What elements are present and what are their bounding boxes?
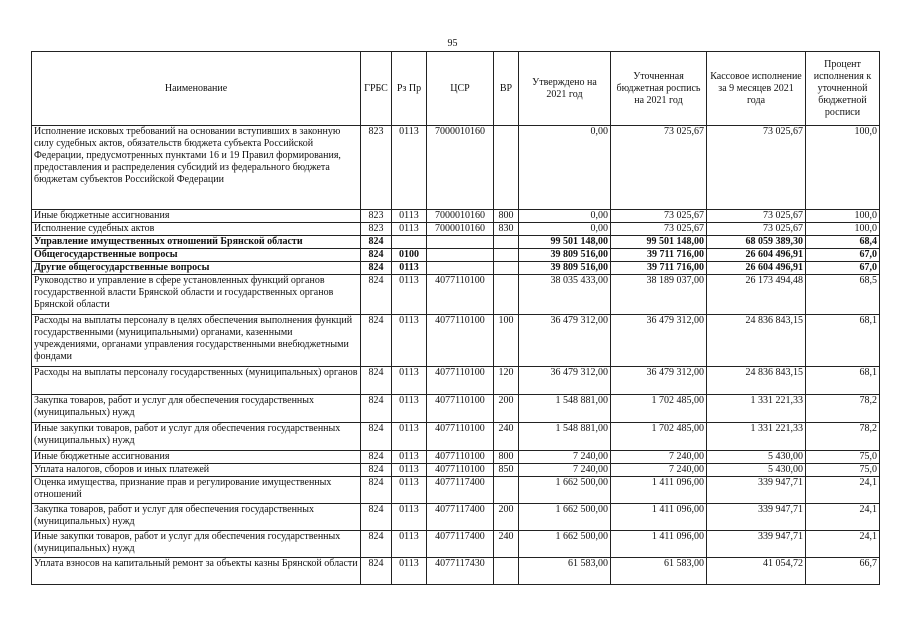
cell-approved: 1 662 500,00 xyxy=(519,531,611,558)
cell-csr: 4077110100 xyxy=(427,423,494,451)
cell-refined: 7 240,00 xyxy=(611,464,707,477)
header-grbs: ГРБС xyxy=(361,52,392,126)
cell-cash: 73 025,67 xyxy=(707,223,806,236)
table-row xyxy=(32,223,880,236)
cell-refined: 73 025,67 xyxy=(611,126,707,210)
cell-vr: 800 xyxy=(494,451,519,464)
cell-percent: 100,0 xyxy=(806,223,880,236)
cell-csr: 7000010160 xyxy=(427,223,494,236)
cell-approved: 0,00 xyxy=(519,223,611,236)
cell-rzpr: 0113 xyxy=(392,531,427,558)
cell-vr: 120 xyxy=(494,367,519,395)
cell-csr: 7000010160 xyxy=(427,126,494,210)
table-header-row xyxy=(32,52,880,126)
cell-grbs: 823 xyxy=(361,223,392,236)
cell-percent: 68,4 xyxy=(806,236,880,249)
cell-refined: 1 702 485,00 xyxy=(611,423,707,451)
cell-grbs: 824 xyxy=(361,504,392,531)
cell-grbs: 824 xyxy=(361,315,392,367)
cell-grbs: 824 xyxy=(361,395,392,423)
cell-approved: 1 662 500,00 xyxy=(519,477,611,504)
cell-rzpr: 0113 xyxy=(392,558,427,585)
cell-name: Уплата налогов, сборов и иных платежей xyxy=(32,464,361,477)
cell-rzpr: 0113 xyxy=(392,423,427,451)
cell-refined: 39 711 716,00 xyxy=(611,262,707,275)
cell-vr xyxy=(494,558,519,585)
cell-refined: 39 711 716,00 xyxy=(611,249,707,262)
table-row xyxy=(32,477,880,504)
cell-rzpr: 0113 xyxy=(392,223,427,236)
cell-cash: 26 173 494,48 xyxy=(707,275,806,315)
cell-approved: 7 240,00 xyxy=(519,464,611,477)
cell-percent: 78,2 xyxy=(806,423,880,451)
cell-grbs: 824 xyxy=(361,262,392,275)
table-row xyxy=(32,558,880,585)
cell-name: Управление имущественных отношений Брянской области xyxy=(32,236,361,249)
cell-approved: 39 809 516,00 xyxy=(519,249,611,262)
cell-refined: 1 411 096,00 xyxy=(611,504,707,531)
budget-execution-table xyxy=(31,51,880,585)
cell-name: Иные закупки товаров, работ и услуг для обеспечения государственных (муниципальных) нужд xyxy=(32,531,361,558)
cell-grbs: 824 xyxy=(361,275,392,315)
table-row xyxy=(32,315,880,367)
cell-csr xyxy=(427,249,494,262)
cell-percent: 24,1 xyxy=(806,504,880,531)
table-row xyxy=(32,531,880,558)
cell-name: Другие общегосударственные вопросы xyxy=(32,262,361,275)
cell-approved: 1 548 881,00 xyxy=(519,423,611,451)
cell-percent: 78,2 xyxy=(806,395,880,423)
cell-grbs: 824 xyxy=(361,531,392,558)
cell-rzpr: 0113 xyxy=(392,477,427,504)
cell-cash: 5 430,00 xyxy=(707,451,806,464)
cell-approved: 39 809 516,00 xyxy=(519,262,611,275)
table-row xyxy=(32,236,880,249)
table-row xyxy=(32,126,880,210)
cell-approved: 7 240,00 xyxy=(519,451,611,464)
cell-rzpr: 0113 xyxy=(392,126,427,210)
cell-cash: 1 331 221,33 xyxy=(707,395,806,423)
cell-vr: 240 xyxy=(494,531,519,558)
cell-csr: 4077117400 xyxy=(427,477,494,504)
cell-cash: 26 604 496,91 xyxy=(707,249,806,262)
cell-rzpr xyxy=(392,236,427,249)
cell-percent: 100,0 xyxy=(806,126,880,210)
cell-cash: 24 836 843,15 xyxy=(707,315,806,367)
cell-name: Закупка товаров, работ и услуг для обеспечения государственных (муниципальных) нужд xyxy=(32,395,361,423)
page-number: 95 xyxy=(447,38,458,49)
cell-name: Исполнение судебных актов xyxy=(32,223,361,236)
cell-refined: 7 240,00 xyxy=(611,451,707,464)
cell-grbs: 824 xyxy=(361,558,392,585)
cell-cash: 339 947,71 xyxy=(707,531,806,558)
table-row xyxy=(32,249,880,262)
cell-csr xyxy=(427,262,494,275)
cell-percent: 67,0 xyxy=(806,249,880,262)
cell-cash: 26 604 496,91 xyxy=(707,262,806,275)
cell-approved: 38 035 433,00 xyxy=(519,275,611,315)
cell-grbs: 824 xyxy=(361,451,392,464)
header-approved: Утверждено на 2021 год xyxy=(519,52,611,126)
cell-refined: 61 583,00 xyxy=(611,558,707,585)
cell-rzpr: 0113 xyxy=(392,367,427,395)
cell-rzpr: 0113 xyxy=(392,504,427,531)
cell-csr: 4077110100 xyxy=(427,275,494,315)
cell-cash: 41 054,72 xyxy=(707,558,806,585)
cell-grbs: 824 xyxy=(361,423,392,451)
cell-refined: 1 411 096,00 xyxy=(611,477,707,504)
cell-percent: 68,1 xyxy=(806,315,880,367)
header-rzpr: Рз Пр xyxy=(392,52,427,126)
cell-grbs: 823 xyxy=(361,126,392,210)
cell-vr xyxy=(494,477,519,504)
header-percent: Процент исполнения к уточненной бюджетной росписи xyxy=(806,52,880,126)
cell-refined: 1 411 096,00 xyxy=(611,531,707,558)
cell-cash: 73 025,67 xyxy=(707,126,806,210)
cell-grbs: 824 xyxy=(361,477,392,504)
cell-csr: 4077110100 xyxy=(427,451,494,464)
cell-name: Расходы на выплаты персоналу в целях обеспечения выполнения функций государственными (муниципальными) органами, казенными учреждениями, органами управления государственными внебюджетными фондами xyxy=(32,315,361,367)
cell-csr: 4077117430 xyxy=(427,558,494,585)
cell-vr xyxy=(494,275,519,315)
cell-approved: 0,00 xyxy=(519,210,611,223)
cell-grbs: 823 xyxy=(361,210,392,223)
cell-refined: 1 702 485,00 xyxy=(611,395,707,423)
cell-percent: 75,0 xyxy=(806,464,880,477)
cell-percent: 68,5 xyxy=(806,275,880,315)
cell-rzpr: 0100 xyxy=(392,249,427,262)
cell-approved: 36 479 312,00 xyxy=(519,315,611,367)
cell-grbs: 824 xyxy=(361,464,392,477)
cell-csr: 4077110100 xyxy=(427,464,494,477)
cell-approved: 0,00 xyxy=(519,126,611,210)
cell-refined: 38 189 037,00 xyxy=(611,275,707,315)
cell-rzpr: 0113 xyxy=(392,210,427,223)
cell-rzpr: 0113 xyxy=(392,395,427,423)
header-cash: Кассовое исполнение за 9 месяцев 2021 года xyxy=(707,52,806,126)
cell-vr: 100 xyxy=(494,315,519,367)
table-row xyxy=(32,210,880,223)
cell-name: Иные бюджетные ассигнования xyxy=(32,451,361,464)
cell-approved: 99 501 148,00 xyxy=(519,236,611,249)
cell-name: Иные бюджетные ассигнования xyxy=(32,210,361,223)
cell-percent: 67,0 xyxy=(806,262,880,275)
cell-approved: 36 479 312,00 xyxy=(519,367,611,395)
cell-approved: 1 662 500,00 xyxy=(519,504,611,531)
cell-grbs: 824 xyxy=(361,249,392,262)
cell-rzpr: 0113 xyxy=(392,262,427,275)
cell-csr: 4077110100 xyxy=(427,315,494,367)
cell-percent: 24,1 xyxy=(806,531,880,558)
cell-name: Расходы на выплаты персоналу государственных (муниципальных) органов xyxy=(32,367,361,395)
cell-cash: 5 430,00 xyxy=(707,464,806,477)
cell-refined: 73 025,67 xyxy=(611,210,707,223)
table-row xyxy=(32,464,880,477)
cell-cash: 339 947,71 xyxy=(707,477,806,504)
cell-cash: 73 025,67 xyxy=(707,210,806,223)
cell-name: Оценка имущества, признание прав и регулирование имущественных отношений xyxy=(32,477,361,504)
cell-csr: 4077110100 xyxy=(427,367,494,395)
cell-name: Руководство и управление в сфере установленных функций органов государственной власти Брянской области и государственных органов Брянской области xyxy=(32,275,361,315)
cell-rzpr: 0113 xyxy=(392,275,427,315)
table-row xyxy=(32,395,880,423)
cell-vr: 850 xyxy=(494,464,519,477)
cell-cash: 1 331 221,33 xyxy=(707,423,806,451)
table-row xyxy=(32,367,880,395)
cell-grbs: 824 xyxy=(361,236,392,249)
header-refined: Уточненная бюджетная роспись на 2021 год xyxy=(611,52,707,126)
cell-name: Общегосударственные вопросы xyxy=(32,249,361,262)
table-row xyxy=(32,275,880,315)
cell-name: Исполнение исковых требований на основании вступивших в законную силу судебных актов, обязательств бюджета субъекта Российской Федерации, предусмотренных пунктами 16 и 19 Правил формирования, предоставления и распределения субсидий из федерального бюджета бюджетам субъектов Российской Федерации xyxy=(32,126,361,210)
cell-refined: 36 479 312,00 xyxy=(611,367,707,395)
cell-refined: 99 501 148,00 xyxy=(611,236,707,249)
cell-vr xyxy=(494,236,519,249)
cell-approved: 1 548 881,00 xyxy=(519,395,611,423)
cell-csr: 7000010160 xyxy=(427,210,494,223)
cell-refined: 73 025,67 xyxy=(611,223,707,236)
table-row xyxy=(32,423,880,451)
cell-percent: 66,7 xyxy=(806,558,880,585)
cell-name: Закупка товаров, работ и услуг для обеспечения государственных (муниципальных) нужд xyxy=(32,504,361,531)
table-body xyxy=(32,126,880,585)
cell-cash: 339 947,71 xyxy=(707,504,806,531)
cell-csr xyxy=(427,236,494,249)
cell-csr: 4077117400 xyxy=(427,504,494,531)
cell-percent: 100,0 xyxy=(806,210,880,223)
table-row xyxy=(32,451,880,464)
cell-rzpr: 0113 xyxy=(392,464,427,477)
cell-vr xyxy=(494,126,519,210)
cell-vr: 200 xyxy=(494,395,519,423)
header-vr: ВР xyxy=(494,52,519,126)
cell-cash: 24 836 843,15 xyxy=(707,367,806,395)
cell-csr: 4077117400 xyxy=(427,531,494,558)
header-name: Наименование xyxy=(32,52,361,126)
cell-vr: 200 xyxy=(494,504,519,531)
table-row xyxy=(32,262,880,275)
cell-name: Иные закупки товаров, работ и услуг для обеспечения государственных (муниципальных) нужд xyxy=(32,423,361,451)
cell-refined: 36 479 312,00 xyxy=(611,315,707,367)
table-row xyxy=(32,504,880,531)
cell-percent: 68,1 xyxy=(806,367,880,395)
cell-rzpr: 0113 xyxy=(392,315,427,367)
cell-percent: 75,0 xyxy=(806,451,880,464)
cell-vr: 830 xyxy=(494,223,519,236)
cell-rzpr: 0113 xyxy=(392,451,427,464)
cell-approved: 61 583,00 xyxy=(519,558,611,585)
cell-vr xyxy=(494,262,519,275)
cell-vr: 800 xyxy=(494,210,519,223)
cell-csr: 4077110100 xyxy=(427,395,494,423)
cell-cash: 68 059 389,30 xyxy=(707,236,806,249)
cell-name: Уплата взносов на капитальный ремонт за объекты казны Брянской области xyxy=(32,558,361,585)
header-csr: ЦСР xyxy=(427,52,494,126)
cell-percent: 24,1 xyxy=(806,477,880,504)
cell-vr: 240 xyxy=(494,423,519,451)
cell-vr xyxy=(494,249,519,262)
cell-grbs: 824 xyxy=(361,367,392,395)
